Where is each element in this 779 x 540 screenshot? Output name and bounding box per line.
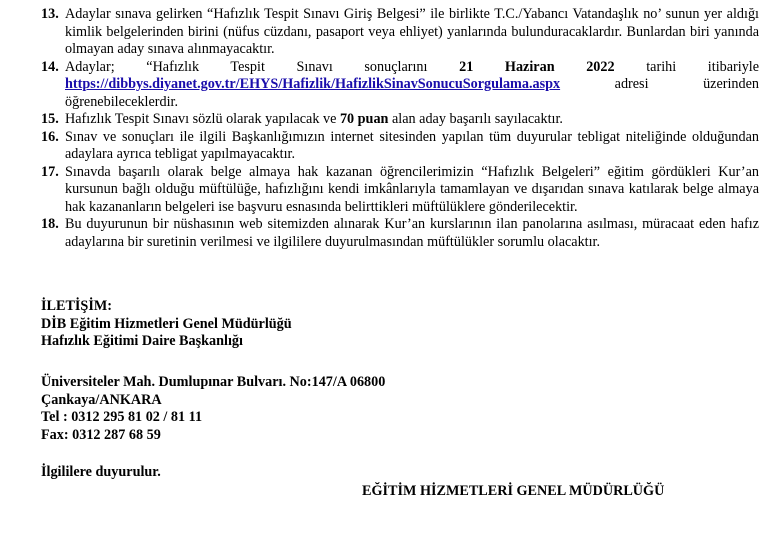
list-item-14	[41, 59, 759, 112]
list-item-16	[41, 129, 759, 164]
address-street: Üniversiteler Mah. Dumlupınar Bulvarı. No:147/A 06800	[41, 374, 386, 390]
passing-score: 70 puan	[339, 111, 389, 127]
result-date: 21 Haziran 2022	[459, 58, 615, 75]
item-number: 18.	[41, 216, 59, 232]
list-item-13	[41, 6, 759, 59]
contact-heading: İLETİŞİM:	[41, 298, 112, 314]
item-text: Sınavda başarılı olarak belge almaya hak kazanan öğrencilerimizin “Hafızlık Belgeleri” eğitim gördükleri Kur’an kursunun bağlı olduğu müftülüğe, hafızlığını kendi imkânlarıyla tamamlayan ve dışarıdan sınava katılarak belge almaya hak kazananların belgeleri ise başvuru esnasında belirttikleri müftülüklere gönderilecektir.	[65, 163, 759, 215]
phone-number: Tel : 0312 295 81 02 / 81 11	[41, 409, 203, 425]
list-item-18	[41, 216, 759, 251]
results-link[interactable]: https://dibbys.diyanet.gov.tr/EHYS/Hafizlik/HafizlikSinavSonucuSorgulama.aspx	[65, 76, 561, 92]
item-text: alan aday başarılı sayılacaktır.	[391, 111, 563, 127]
contact-department: Hafızlık Eğitimi Daire Başkanlığı	[41, 333, 243, 349]
fax-number: Fax: 0312 287 68 59	[41, 426, 161, 443]
list-item-15	[41, 111, 759, 129]
address-block	[41, 374, 385, 444]
item-number: 13.	[41, 6, 59, 22]
item-number: 14.	[41, 58, 59, 75]
contact-org: DİB Eğitim Hizmetleri Genel Müdürlüğü	[41, 315, 292, 332]
item-text: Sınav ve sonuçları ile ilgili Başkanlığımızın internet sitesinden yapılan tüm duyurular tebligat niteliğinde olduğundan adaylara ayrıca tebligat yapılmayacaktır.	[65, 128, 759, 162]
item-text: adresi üzerinden öğrenebileceklerdir.	[65, 76, 759, 110]
item-text: Bu duyurunun bir nüshasının web sitemizden alınarak Kur’an kurslarının ilan panolarına asılması, müracaat eden hafız adaylarına bir suretinin verilmesi ve ilgililere duyurulmasından müftülükler sorumlu olacaktır.	[65, 216, 759, 250]
item-text: Adaylar sınava gelirken “Hafızlık Tespit Sınavı Giriş Belgesi” ile birlikte T.C./Yabancı Vatandaşlık no’ sunun yer aldığı kimlik belgelerinden birini (nüfus cüzdanı, pasaport veya ehliyet) yanlarında bulunduracaklardır. Bunlardan biri yanında olmayan aday sınava alınmayacaktır.	[65, 6, 759, 57]
item-number: 15.	[41, 111, 59, 127]
announcement-items	[41, 6, 759, 251]
address-city: Çankaya/ANKARA	[41, 391, 162, 408]
item-number: 17.	[41, 163, 59, 180]
item-text: Hafızlık Tespit Sınavı sözlü olarak yapılacak ve	[65, 111, 337, 127]
list-item-17	[41, 164, 759, 217]
item-number: 16.	[41, 128, 59, 145]
item-text: Adaylar; “Hafızlık Tespit Sınavı sonuçlarını	[65, 58, 428, 75]
contact-block	[41, 298, 292, 351]
item-text: tarihi itibariyle	[646, 58, 760, 75]
signature-line: EĞİTİM HİZMETLERİ GENEL MÜDÜRLÜĞÜ	[362, 483, 665, 499]
closing-text: İlgililere duyurulur.	[41, 464, 161, 480]
